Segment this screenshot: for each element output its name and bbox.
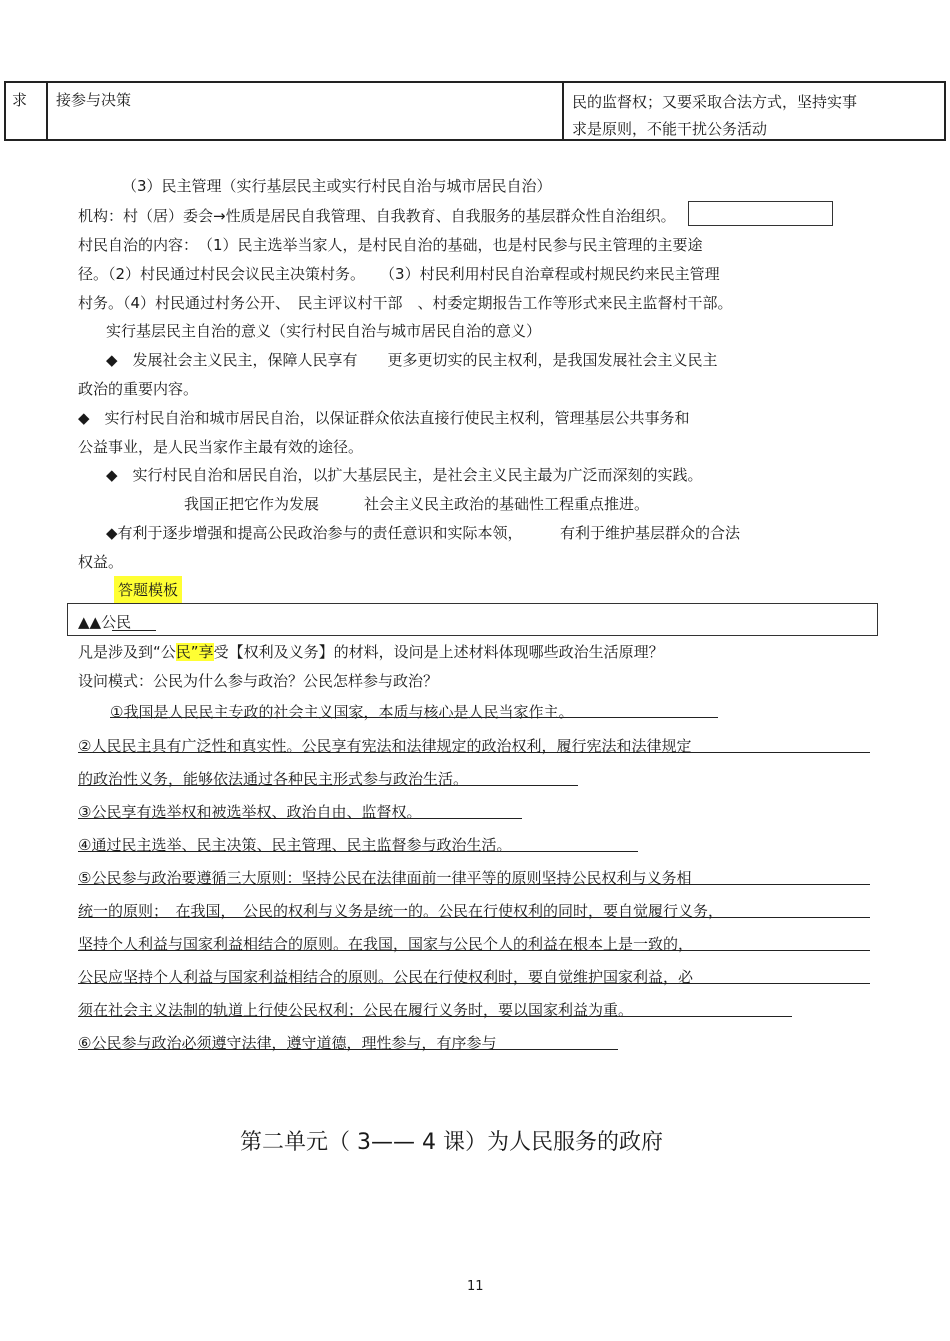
- answer-line: 统一的原则； 在我国， 公民的权利与义务是统一的。公民在行使权利的同时，要自觉履行义务，: [78, 902, 724, 920]
- table-cell-3-line: 求是原则，不能干扰公务活动: [572, 120, 768, 138]
- bullet-line: ◆ 发展社会主义民主，保障人民享有 更多更切实的民主权利，是我国发展社会主义民主: [106, 351, 718, 369]
- text-line: 公益事业，是人民当家作主最有效的途径。: [78, 438, 364, 456]
- underline: [78, 1016, 792, 1017]
- underline: [78, 752, 870, 753]
- table-cell-2-text: 接参与决策: [56, 91, 132, 109]
- underline: [78, 851, 638, 852]
- underline: [78, 884, 870, 885]
- question-suffix: 受【权利及义务】的材料，设问是上述材料体现哪些政治生活原理？: [213, 643, 664, 661]
- text-line: 权益。: [78, 553, 124, 571]
- question-prefix: 凡是涉及到“公: [78, 643, 176, 661]
- underline: [78, 983, 870, 984]
- table-cell-3-line: 民的监督权；又要采取合法方式，坚持实事: [572, 93, 858, 111]
- citizen-box: [67, 603, 878, 636]
- bullet-line: ◆ 实行村民自治和城市居民自治，以保证群众依法直接行使民主权利，管理基层公共事务和: [78, 409, 690, 427]
- underline: [112, 630, 156, 631]
- bullet-line: ◆有利于逐步增强和提高公民政治参与的责任意识和实际本领， 有利于维护基层群众的合法: [106, 524, 741, 542]
- answer-line: ②人民民主具有广泛性和真实性。公民享有宪法和法律规定的政治权利，履行宪法和法律规定: [78, 737, 692, 755]
- template-label: 答题模板: [114, 576, 182, 603]
- text-line: 政治的重要内容。: [78, 380, 199, 398]
- page-number: 11: [467, 1279, 484, 1294]
- table-cell-3: [564, 83, 944, 139]
- question-mode: 设问模式：公民为什么参与政治？公民怎样参与政治？: [78, 672, 439, 690]
- section-heading-democratic-management: （3）民主管理（实行基层民主或实行村民自治与城市居民自治）: [122, 177, 552, 195]
- question-highlight: 民”享: [175, 643, 214, 661]
- table-cell-1: [6, 83, 48, 139]
- bullet-line: ◆ 实行村民自治和居民自治，以扩大基层民主，是社会主义民主最为广泛而深刻的实践。: [106, 466, 703, 484]
- answer-line: 坚持个人利益与国家利益相结合的原则。在我国，国家与公民个人的利益在根本上是一致的，: [78, 935, 694, 953]
- underline: [78, 818, 522, 819]
- answer-line: ⑤公民参与政治要遵循三大原则：坚持公民在法律面前一律平等的原则坚持公民权利与义务相: [78, 869, 692, 887]
- answer-line: 公民应坚持个人利益与国家利益相结合的原则。公民在行使权利时，要自觉维护国家利益，必: [78, 968, 694, 986]
- answer-line: ④通过民主选举、民主决策、民主管理、民主监督参与政治生活。: [78, 836, 512, 854]
- underline: [78, 917, 870, 918]
- question-line: [78, 641, 664, 662]
- underline: [78, 1049, 618, 1050]
- citizen-heading: ▲▲公民: [78, 613, 132, 631]
- text-line: 村务。（4）村民通过村务公开、 民主评议村干部 、村委定期报告工作等形式来民主监督村干部。: [78, 294, 733, 312]
- answer-line: 的政治性义务，能够依法通过各种民主形式参与政治生活。: [78, 770, 469, 788]
- answer-line: 须在社会主义法制的轨道上行使公民权利；公民在履行义务时，要以国家利益为重。: [78, 1001, 634, 1019]
- answer-line: ⑥公民参与政治必须遵守法律，遵守道德，理性参与，有序参与: [78, 1034, 497, 1052]
- underline: [110, 717, 718, 718]
- top-table: [4, 81, 946, 141]
- underline: [78, 950, 870, 951]
- answer-line: ①我国是人民民主专政的社会主义国家，本质与核心是人民当家作主。: [110, 703, 574, 721]
- answer-box: [688, 201, 833, 226]
- text-line: 实行基层民主自治的意义（实行村民自治与城市居民自治的意义）: [106, 322, 542, 340]
- text-line: 我国正把它作为发展 社会主义民主政治的基础性工程重点推进。: [184, 495, 650, 513]
- table-cell-2: [48, 83, 564, 139]
- table-cell-1-text: 求: [12, 91, 28, 109]
- text-line: 机构：村（居）委会→性质是居民自我管理、自我教育、自我服务的基层群众性自治组织。: [78, 207, 676, 225]
- unit-title: 第二单元（ 3—— 4 课）为人民服务的政府: [240, 1130, 663, 1155]
- answer-line: ③公民享有选举权和被选举权、政治自由、监督权。: [78, 803, 422, 821]
- text-line: 径。（2）村民通过村民会议民主决策村务。 （3）村民利用村民自治章程或村规民约来民主管理: [78, 265, 720, 283]
- underline: [78, 785, 578, 786]
- text-line: 村民自治的内容： （1）民主选举当家人，是村民自治的基础，也是村民参与民主管理的主要途: [78, 236, 703, 254]
